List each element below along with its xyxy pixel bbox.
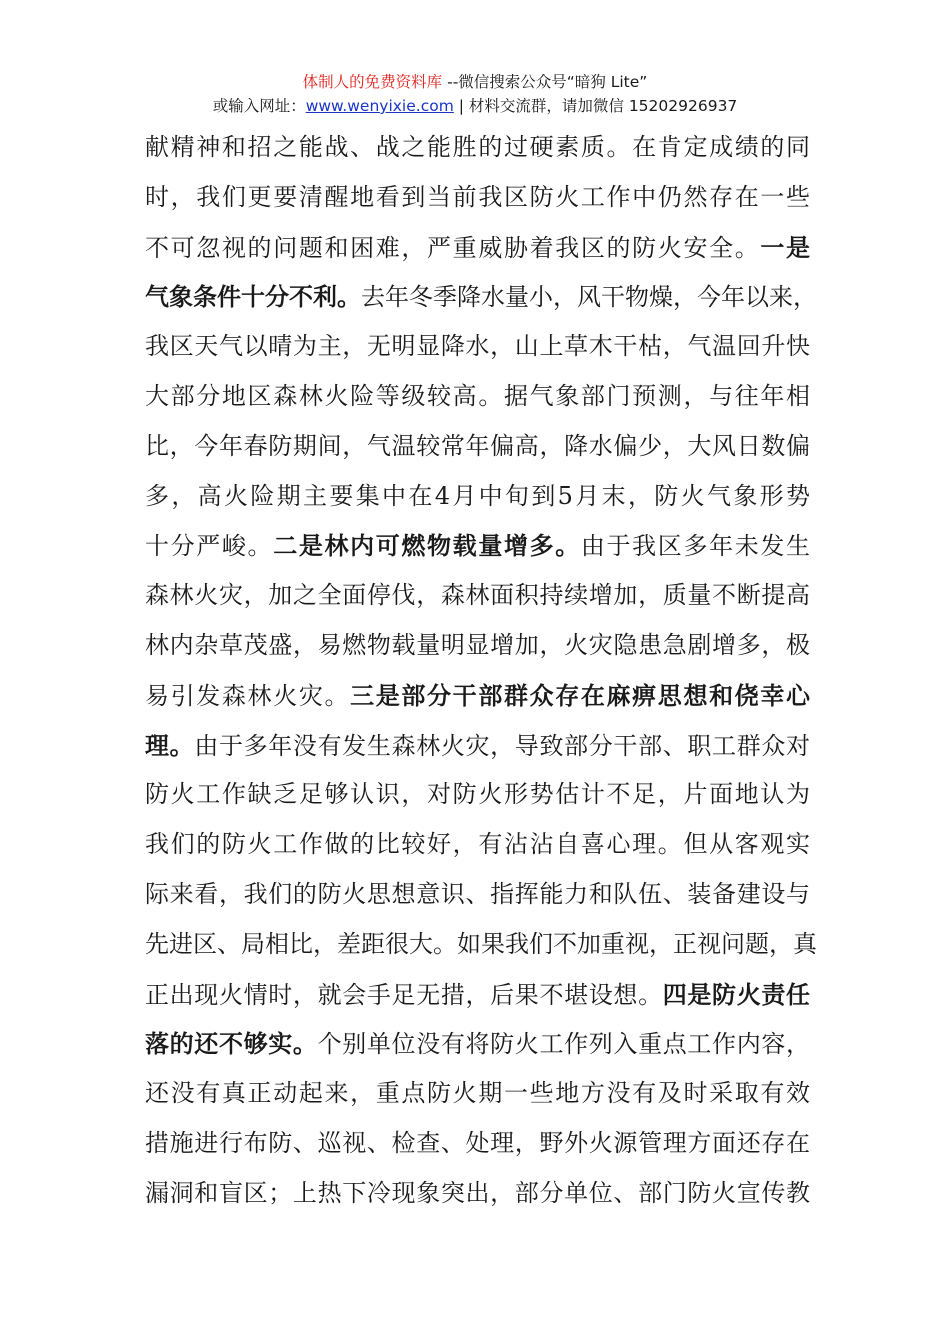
text-line <box>145 422 810 472</box>
text-line <box>145 472 810 522</box>
body-text-run: 易引发森林火灾。 <box>145 681 351 710</box>
bold-heading-text: 落的还不够实。 <box>145 1029 318 1059</box>
text-line <box>145 1119 810 1169</box>
text-line <box>145 870 810 920</box>
body-text-run: 防火工作缺乏足够认识，对防火形势估计不足，片面地认为 <box>145 780 810 809</box>
body-text-run: 献精神和招之能战、战之能胜的过硬素质。在肯定成绩的同 <box>145 133 810 161</box>
text-line <box>145 671 810 721</box>
bold-heading-text: 二是林内可燃物载量增多。 <box>273 531 581 561</box>
bold-heading-text: 气象条件十分不利。 <box>145 282 361 312</box>
bold-heading-text: 三是部分干部群众存在麻痹思想和侥幸心 <box>350 680 811 710</box>
bold-heading-text: 一是 <box>760 232 810 262</box>
text-line <box>145 621 810 671</box>
body-text-run: 正出现火情时，就会手足无措，后果不堪设想。 <box>145 980 663 1009</box>
text-line <box>145 970 810 1020</box>
body-text-run: 个别单位没有将防火工作列入重点工作内容， <box>317 1030 810 1059</box>
text-line <box>145 721 810 771</box>
header-wechat-hint: --微信搜索公众号“暗狗 Lite” <box>442 73 648 91</box>
bold-heading-text: 四是防火责任 <box>662 979 811 1009</box>
body-text-run: 由于多年没有发生森林火灾，导致部分干部、职工群众对 <box>194 731 811 760</box>
text-line <box>145 272 817 322</box>
text-line <box>145 1169 810 1219</box>
body-text-run: 际来看，我们的防火思想意识、指挥能力和队伍、装备建设与 <box>145 879 810 908</box>
body-text-run: 十分严峻。 <box>145 532 274 561</box>
text-line <box>145 1019 810 1069</box>
body-text-run: 还没有真正动起来，重点防火期一些地方没有及时采取有效 <box>145 1079 810 1108</box>
header-library-name: 体制人的免费资料库 <box>302 73 443 91</box>
document-body <box>145 123 817 1219</box>
body-text-run: 漏洞和盲区；上热下冷现象突出，部分单位、部门防火宣传教 <box>145 1178 810 1207</box>
text-line <box>145 521 810 571</box>
watermark-header <box>0 70 950 118</box>
body-text-run: 林内杂草茂盛，易燃物载量明显增加，火灾隐患急剧增多，极 <box>145 630 810 659</box>
body-text-run: 比，今年春防期间，气温较常年偏高，降水偏少，大风日数偏 <box>145 431 810 460</box>
header-website-link[interactable]: www.wenyixie.com <box>305 97 454 115</box>
body-text-run: 时，我们更要清醒地看到当前我区防火工作中仍然存在一些 <box>145 182 810 211</box>
body-text-run: 由于我区多年未发生 <box>580 532 811 561</box>
header-line-1 <box>0 70 950 94</box>
bold-heading-text: 理。 <box>145 730 195 760</box>
text-line <box>145 223 810 273</box>
body-text-run: 我区天气以晴为主，无明显降水，山上草木干枯，气温回升快 <box>145 332 810 361</box>
text-line <box>145 770 810 820</box>
header-line-2 <box>0 94 950 118</box>
text-line <box>145 1069 810 1119</box>
text-line <box>145 372 810 422</box>
text-line <box>145 173 810 223</box>
header-contact: | 材料交流群，请加微信 15202926937 <box>453 97 738 115</box>
body-text-run: 措施进行布防、巡视、检查、处理，野外火源管理方面还存在 <box>145 1128 810 1157</box>
text-line <box>145 920 817 970</box>
body-text-run: 我们的防火工作做的比较好，有沾沾自喜心理。但从客观实 <box>145 830 810 859</box>
body-text-run: 大部分地区森林火险等级较高。据气象部门预测，与往年相 <box>145 381 810 410</box>
text-line <box>145 571 810 621</box>
body-text-run: 去年冬季降水量小，风干物燥，今年以来， <box>361 283 817 312</box>
text-line <box>145 820 810 870</box>
body-text-run: 先进区、局相比，差距很大。如果我们不加重视，正视问题，真 <box>145 929 817 958</box>
text-line <box>145 322 810 372</box>
body-text-run: 不可忽视的问题和困难，严重威胁着我区的防火安全。 <box>145 233 761 262</box>
text-line <box>145 123 810 173</box>
body-text-run: 多，高火险期主要集中在4月中旬到5月末，防火气象形势 <box>145 481 810 510</box>
header-url-prefix: 或输入网址： <box>212 97 306 115</box>
body-text-run: 森林火灾，加之全面停伐，森林面积持续增加，质量不断提高 <box>145 581 810 610</box>
